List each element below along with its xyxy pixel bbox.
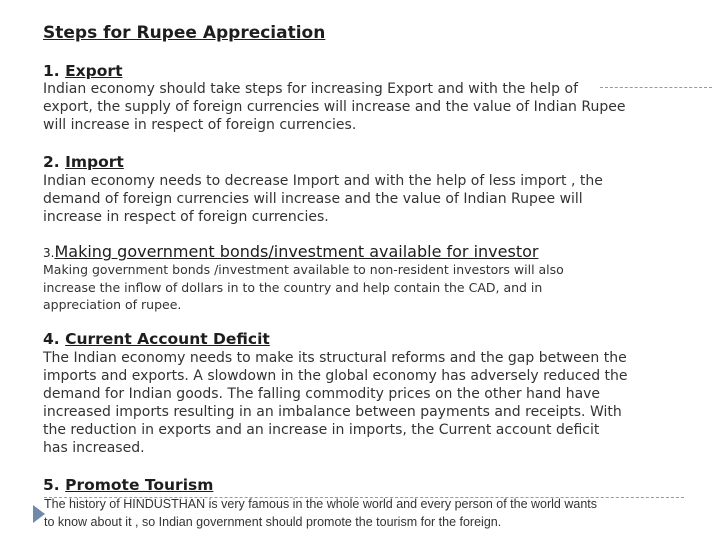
triangle-right-icon (33, 505, 45, 523)
body-line: to know about it , so Indian government should promote the tourism for the foreign. (44, 515, 502, 529)
body-line: Indian economy needs to decrease Import and with the help of less import , the (43, 173, 603, 189)
section-heading-tourism (43, 476, 213, 494)
section-number: 5. (43, 476, 60, 494)
body-line: The history of HINDUSTHAN is very famous in the whole world and every person of the world wants (44, 497, 598, 511)
section-heading-bonds (43, 242, 538, 261)
body-line: The Indian economy needs to make its structural reforms and the gap between the (43, 350, 627, 366)
section-body-current-account (43, 349, 628, 457)
section-heading-import (43, 153, 124, 171)
body-line: demand of foreign currencies will increase and the value of Indian Rupee will (43, 191, 583, 207)
section-number: 4. (43, 330, 60, 348)
section-title: Export (65, 62, 123, 80)
section-body-tourism (44, 495, 597, 531)
section-heading-current-account (43, 330, 270, 348)
section-title: Import (65, 153, 124, 171)
body-line: increase in respect of foreign currencies. (43, 209, 329, 225)
body-line: increase the inflow of dollars in to the country and help contain the CAD, and in (43, 279, 543, 295)
body-line: Indian economy should take steps for increasing Export and with the help of (43, 81, 579, 97)
body-line: demand for Indian goods. The falling commodity prices on the other hand have (43, 386, 601, 402)
section-number: 3. (43, 246, 55, 260)
section-number: 2. (43, 153, 60, 171)
section-title: Current Account Deficit (65, 330, 270, 348)
body-line: imports and exports. A slowdown in the global economy has adversely reduced the (43, 368, 628, 384)
body-line: has increased. (43, 440, 145, 456)
body-line: Making government bonds /investment available to non-resident investors will also (43, 262, 564, 277)
section-title: Making government bonds/investment available for investor (54, 242, 539, 261)
section-body-import (43, 172, 603, 226)
body-line: increased imports resulting in an imbalance between payments and receipts. With (43, 404, 622, 420)
body-line: will increase in respect of foreign currencies. (43, 117, 357, 133)
section-body-export (43, 80, 625, 134)
section-body-bonds (43, 261, 564, 314)
section-title: Promote Tourism (65, 476, 214, 494)
page-title: Steps for Rupee Appreciation (43, 23, 326, 43)
body-line: export, the supply of foreign currencies will increase and the value of Indian Rupee (43, 99, 626, 115)
body-line: the reduction in exports and an increase in imports, the Current account deficit (43, 422, 600, 438)
body-line: appreciation of rupee. (43, 297, 182, 312)
section-number: 1. (43, 62, 60, 80)
section-heading-export (43, 62, 122, 80)
